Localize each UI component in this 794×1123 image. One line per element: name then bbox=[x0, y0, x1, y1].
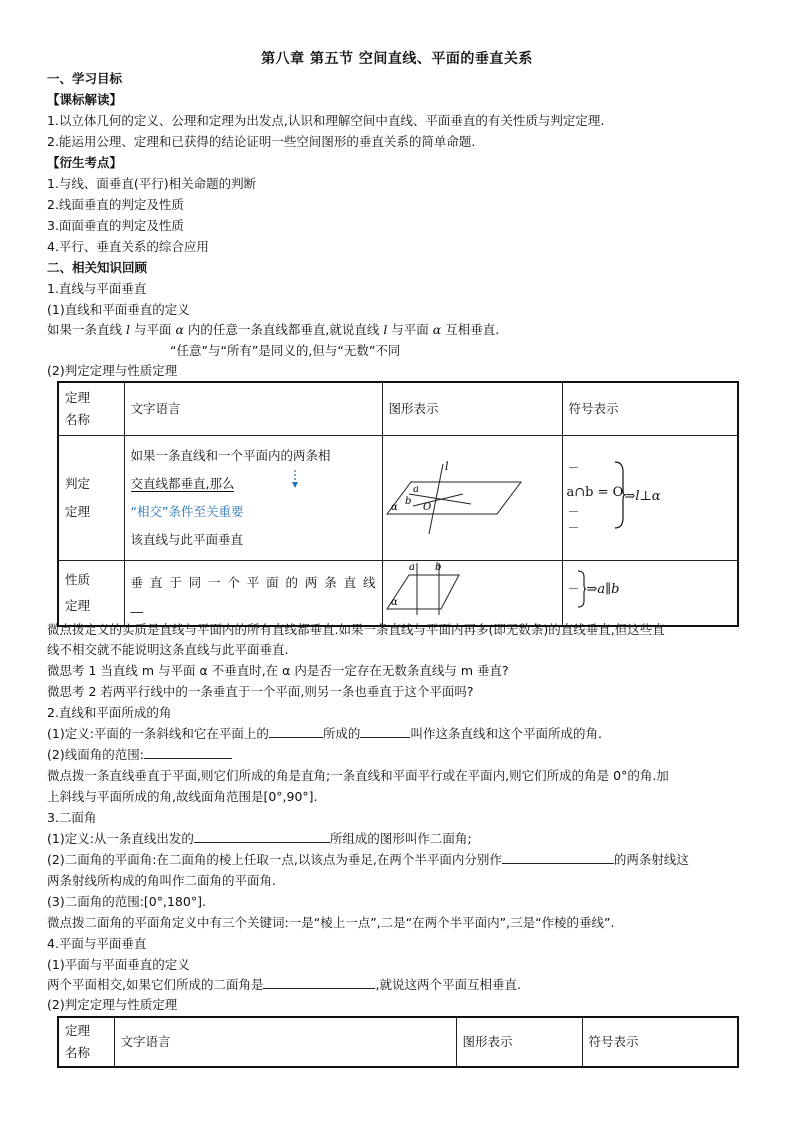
line-perpendicular-plane-figure bbox=[383, 436, 563, 553]
brace-icon bbox=[577, 569, 587, 609]
table-row-property bbox=[58, 560, 738, 626]
row-figure-property bbox=[382, 560, 562, 626]
row-name-property: 性质 定理 bbox=[58, 560, 124, 626]
tip-1-line-1: 微点拨定义的实质是直线与平面内的所有直线都垂直.如果一条直线与平面内再多(即无数条)的直线垂直,但这些直 bbox=[47, 622, 665, 637]
header-theorem-name: 定理 名称 bbox=[58, 1017, 114, 1067]
svg-text:a: a bbox=[412, 483, 419, 495]
derived-point-1: 1.与线、面垂直(平行)相关命题的判断 bbox=[47, 176, 257, 191]
row-text-property: 垂直于同一个平面的两条直线 __ bbox=[124, 560, 382, 626]
blank-field bbox=[502, 851, 614, 864]
table-row-determination bbox=[58, 435, 738, 560]
svg-text:α: α bbox=[390, 596, 398, 608]
curriculum-item-2: 2.能运用公理、定理和已获得的结论证明一些空间图形的垂直关系的简单命题. bbox=[47, 134, 476, 149]
row-text-determination: 如果一条直线和一个平面内的两条相 交直线都垂直,那么 “相交”条件至关重要 该直线与此平面垂直 bbox=[124, 435, 382, 560]
blank-field bbox=[269, 725, 323, 738]
tip-2-line-1: 微点拨一条直线垂直于平面,则它们所成的角是直角;一条直线和平面平行或在平面内,则它们所成的角是 0°的角.加 bbox=[47, 768, 669, 783]
table-header-row bbox=[58, 382, 738, 435]
curriculum-item-1: 1.以立体几何的定义、公理和定理为出发点,认识和理解空间中直线、平面垂直的有关性质与判定定理. bbox=[47, 113, 605, 128]
note-intersect-important: “相交”条件至关重要 bbox=[130, 503, 244, 519]
blank-field bbox=[263, 976, 375, 989]
blank-field bbox=[144, 746, 232, 759]
topic-4-heading: 4.平面与平面垂直 bbox=[47, 936, 147, 951]
header-figure: 图形表示 bbox=[382, 382, 562, 435]
think-1: 微思考 1 当直线 m 与平面 α 不垂直时,在 α 内是否一定存在无数条直线与 m 垂直? bbox=[47, 663, 509, 678]
derived-point-2: 2.线面垂直的判定及性质 bbox=[47, 197, 184, 212]
topic-3-heading: 3.二面角 bbox=[47, 810, 97, 825]
header-text-language: 文字语言 bbox=[124, 382, 382, 435]
think-2: 微思考 2 若两平行线中的一条垂直于一个平面,则另一条也垂直于这个平面吗? bbox=[47, 684, 474, 699]
theorem-table-plane-plane bbox=[57, 1016, 739, 1068]
brace-icon bbox=[613, 460, 625, 530]
row-symbol-property: — ⇒a∥b bbox=[562, 560, 738, 626]
topic-2-heading: 2.直线和平面所成的角 bbox=[47, 705, 172, 720]
table-header-row bbox=[58, 1017, 738, 1067]
topic-3-plane-angle-cont: 两条射线所构成的角叫作二面角的平面角. bbox=[47, 873, 276, 888]
theorem-table-line-plane bbox=[57, 381, 739, 627]
dashed-arrow-icon bbox=[291, 470, 299, 490]
topic-2-definition: (1)定义:平面的一条斜线和它在平面上的 所成的 叫作这条直线和这个平面所成的角. bbox=[47, 726, 602, 741]
row-name-determination: 判定 定理 bbox=[58, 435, 124, 560]
svg-text:b: b bbox=[434, 561, 441, 573]
parallel-lines-plane-figure bbox=[383, 561, 563, 618]
topic-4-definition-text: 两个平面相交,如果它们所成的二面角是 ,就说这两个平面互相垂直. bbox=[47, 977, 521, 992]
topic-3-plane-angle: (2)二面角的平面角:在二面角的棱上任取一点,以该点为垂足,在两个半平面内分别作 的两条射线这 bbox=[47, 852, 689, 867]
blank-field bbox=[360, 725, 410, 738]
theorems-heading-2: (2)判定定理与性质定理 bbox=[47, 997, 178, 1012]
derived-point-4: 4.平行、垂直关系的综合应用 bbox=[47, 239, 209, 254]
topic-4-definition-heading: (1)平面与平面垂直的定义 bbox=[47, 957, 190, 972]
row-figure-determination bbox=[382, 435, 562, 560]
topic-3-definition: (1)定义:从一条直线出发的 所组成的图形叫作二面角; bbox=[47, 831, 472, 846]
tip-3: 微点拨二面角的平面角定义中有三个关键词:一是“棱上一点”,二是“在两个半平面内”,三是“作棱的垂线”. bbox=[47, 915, 615, 930]
header-text-language: 文字语言 bbox=[114, 1017, 456, 1067]
blank-field bbox=[194, 830, 330, 843]
tip-1-line-2: 线不相交就不能说明这条直线与此平面垂直. bbox=[47, 642, 289, 657]
svg-text:a: a bbox=[408, 561, 415, 573]
svg-text:α: α bbox=[390, 501, 398, 513]
header-theorem-name: 定理 名称 bbox=[58, 382, 124, 435]
subheading-derived-points: 【衍生考点】 bbox=[47, 155, 123, 170]
header-figure: 图形表示 bbox=[456, 1017, 582, 1067]
header-symbol: 符号表示 bbox=[562, 382, 738, 435]
derived-point-3: 3.面面垂直的判定及性质 bbox=[47, 218, 184, 233]
topic-3-range: (3)二面角的范围:[0°,180°]. bbox=[47, 894, 206, 909]
section-heading-review: 二、相关知识回顾 bbox=[47, 260, 148, 275]
svg-text:O: O bbox=[422, 501, 431, 513]
row-symbol-determination: — a∩b = O — — ⇒l⊥α bbox=[562, 435, 738, 560]
tip-2-line-2: 上斜线与平面所成的角,故线面角范围是[0°,90°]. bbox=[47, 789, 318, 804]
page-title: 第八章 第五节 空间直线、平面的垂直关系 bbox=[261, 51, 533, 67]
topic-1-heading: 1.直线与平面垂直 bbox=[47, 281, 147, 296]
section-heading-goals: 一、学习目标 bbox=[47, 71, 123, 86]
margin-note-any-vs-all: “任意”与“所有”是同义的,但与“无数”不同 bbox=[170, 343, 401, 358]
topic-1-definition-text: 如果一条直线 l 与平面 α 内的任意一条直线都垂直,就说直线 l 与平面 α 互相垂直. bbox=[47, 322, 500, 337]
svg-text:b: b bbox=[404, 495, 411, 507]
theorems-heading-1: (2)判定定理与性质定理 bbox=[47, 363, 178, 378]
subheading-curriculum: 【课标解读】 bbox=[47, 92, 123, 107]
header-symbol: 符号表示 bbox=[582, 1017, 738, 1067]
topic-2-range: (2)线面角的范围: bbox=[47, 746, 232, 764]
topic-1-definition-heading: (1)直线和平面垂直的定义 bbox=[47, 302, 190, 317]
svg-text:l: l bbox=[444, 459, 449, 473]
